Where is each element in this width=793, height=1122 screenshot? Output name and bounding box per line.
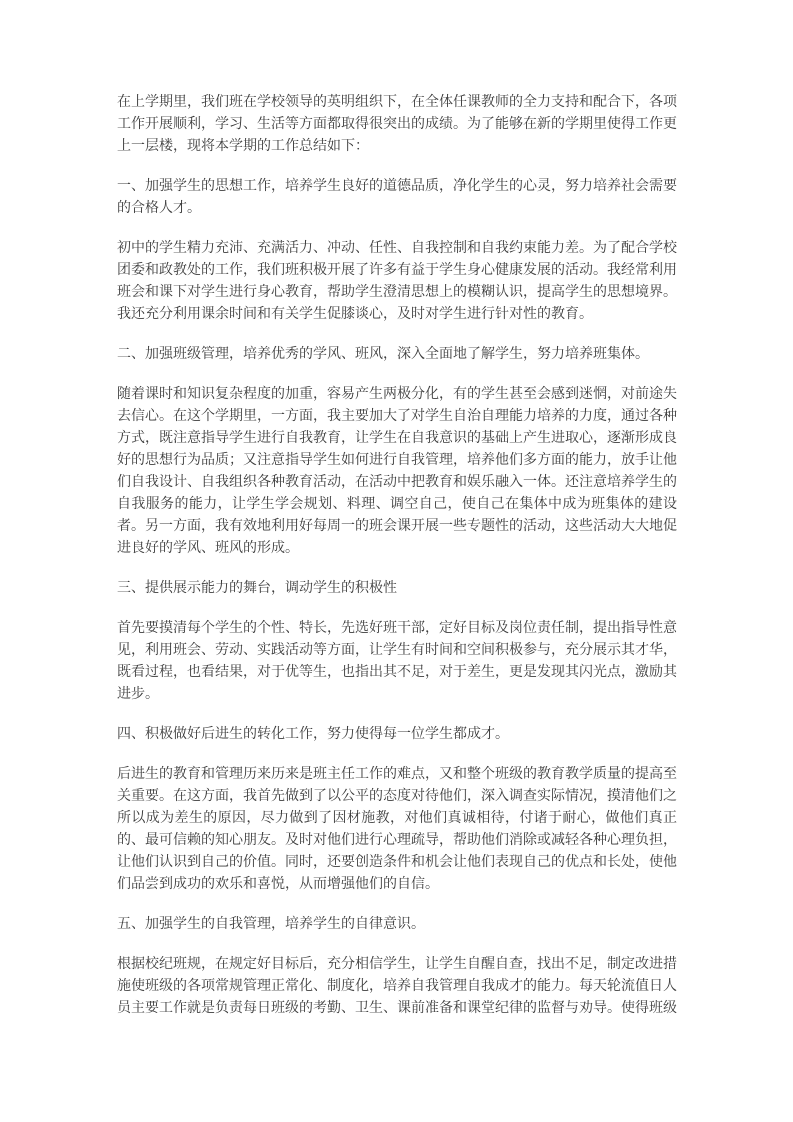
section-4-body: 后进生的教育和管理历来历来是班主任工作的难点，又和整个班级的教育教学质量的提高至关重要。在这方面，我首先做到了以公平的态度对待他们，深入调查实际情况，摸清他们之所以成为差生的原因，尽力做到了因材施教，对他们真诚相待，付诸于耐心，做他们真正的、最可信赖的知心朋友。及时对他们进行心理疏导，帮助他们消除或减轻各种心理负担，让他们认识到自己的价值。同时，还要创造条件和机会让他们表现自己的优点和长处，使他们品尝到成功的欢乐和喜悦，从而增强他们的自信。 bbox=[117, 767, 677, 892]
section-1-heading: 一、加强学生的思想工作，培养学生良好的道德品质，净化学生的心灵，努力培养社会需要的合格人才。 bbox=[117, 179, 677, 216]
section-5-body: 根据校纪班规，在规定好目标后，充分相信学生，让学生自醒自查，找出不足，制定改进措施使班级的各项常规管理正常化、制度化，培养自我管理自我成才的能力。每天轮流值日人员主要工作就是负责每日班级的考勤、卫生、课前准备和课堂纪律的监督与劝导。使得班级 bbox=[117, 957, 677, 1016]
section-1-body: 初中的学生精力充沛、充满活力、冲动、任性、自我控制和自我约束能力差。为了配合学校团委和政教处的工作，我们班积极开展了许多有益于学生身心健康发展的活动。我经常利用班会和课下对学生进行身心教育，帮助学生澄清思想上的模糊认识，提高学生的思想境界。我还充分利用课余时间和有关学生促膝谈心，及时对学生进行针对性的教育。 bbox=[117, 241, 677, 322]
section-2-body: 随着课时和知识复杂程度的加重，容易产生两极分化，有的学生甚至会感到迷惘，对前途失去信心。在这个学期里，一方面，我主要加大了对学生自治自理能力培养的力度，通过各种方式，既注意指导学生进行自我教育，让学生在自我意识的基础上产生进取心，逐渐形成良好的思想行为品质；又注意指导学生如何进行自我管理，培养他们多方面的能力，放手让他们自我设计、自我组织各种教育活动，在活动中把教育和娱乐融入一体。还注意培养学生的自我服务的能力，让学生学会规划、料理、调空自己，使自己在集体中成为班集体的建设者。另一方面，我有效地利用好每周一的班会课开展一些专题性的活动，这些活动大大地促进良好的学风、班风的形成。 bbox=[117, 387, 677, 556]
section-4-heading: 四、积极做好后进生的转化工作，努力使得每一位学生都成才。 bbox=[117, 727, 509, 742]
document-content bbox=[117, 92, 677, 1020]
section-3-body: 首先要摸清每个学生的个性、特长，先选好班干部，定好目标及岗位责任制，提出指导性意见，利用班会、劳动、实践活动等方面，让学生有时间和空间积极参与，充分展示其才华，既看过程，也看结果，对于优等生，也指出其不足，对于差生，更是发现其闪光点，激励其进步。 bbox=[117, 621, 677, 702]
section-5-heading: 五、加强学生的自我管理，培养学生的自律意识。 bbox=[117, 917, 425, 932]
opening-paragraph: 在上学期里，我们班在学校领导的英明组织下，在全体任课教师的全力支持和配合下，各项工作开展顺利，学习、生活等方面都取得很突出的成绩。为了能够在新的学期里使得工作更上一层楼，现将本学期的工作总结如下： bbox=[117, 95, 677, 154]
section-2-heading: 二、加强班级管理，培养优秀的学风、班风，深入全面地了解学生，努力培养班集体。 bbox=[117, 347, 649, 362]
section-3-heading: 三、提供展示能力的舞台，调动学生的积极性 bbox=[117, 581, 397, 596]
